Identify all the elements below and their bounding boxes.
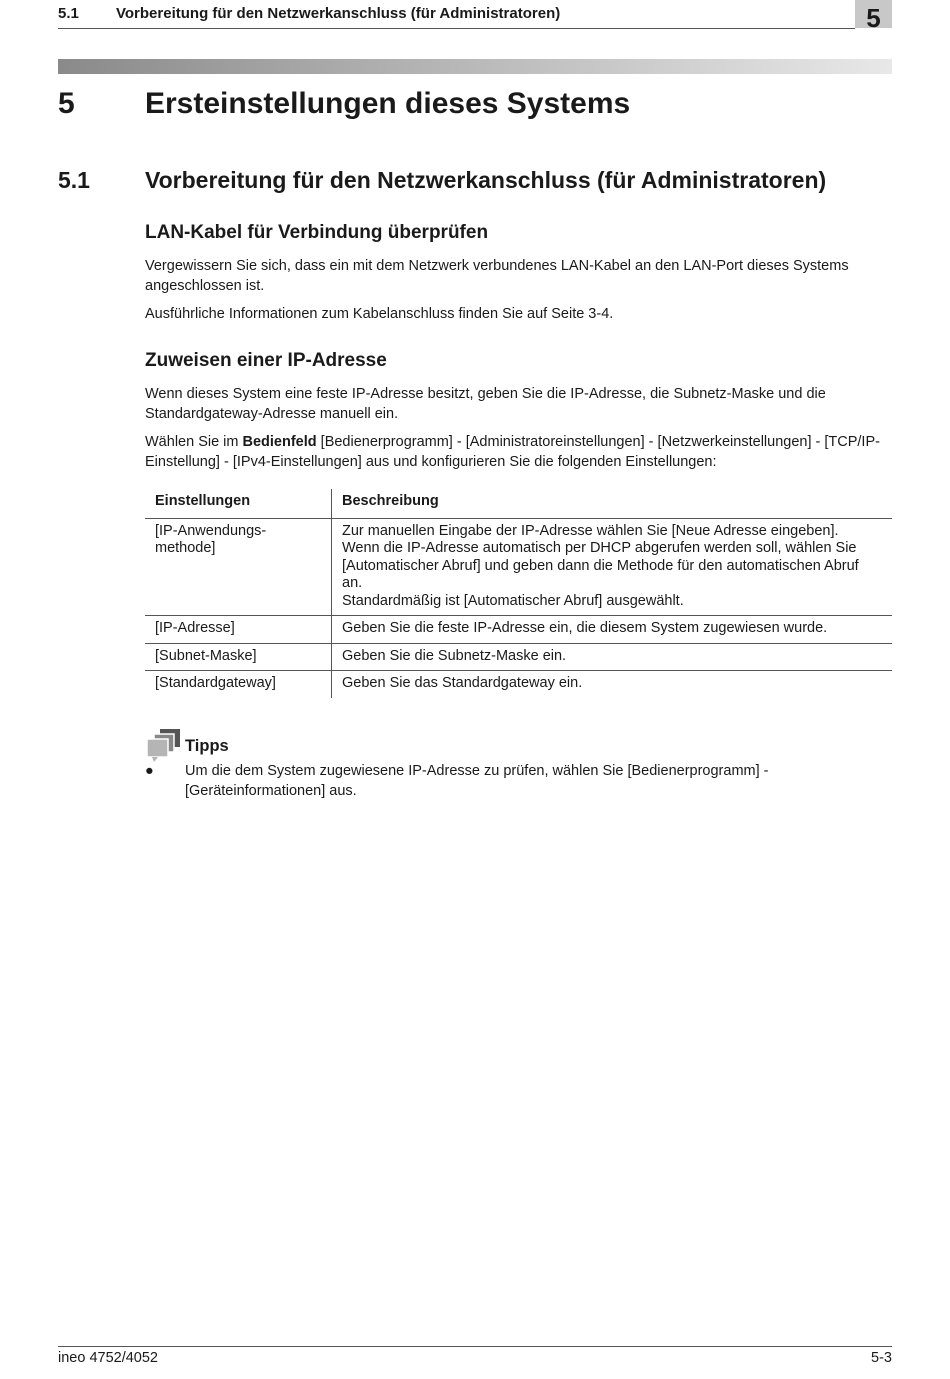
lan-paragraph-2: Ausführliche Informationen zum Kabelanschluss finden Sie auf Seite 3-4. (145, 306, 614, 322)
section-number: 5.1 (58, 167, 90, 193)
table-row (145, 643, 892, 671)
chapter-tab: 5 (855, 0, 892, 28)
header-divider (58, 28, 855, 29)
description-line: Standardmäßig ist [Automatischer Abruf] ausgewählt. (342, 592, 684, 609)
description-cell: Geben Sie die feste IP-Adresse ein, die diesem System zugewiesen wurde. (342, 620, 828, 636)
lan-paragraph-1: Vergewissern Sie sich, dass ein mit dem Netzwerk verbundenes LAN-Kabel an den LAN-Port dieses Systems angeschlossen ist. (145, 258, 849, 294)
ip-paragraph-2 (145, 433, 893, 472)
chapter-number: 5 (58, 87, 75, 120)
column-header-description: Beschreibung (342, 493, 439, 509)
setting-cell (145, 518, 332, 616)
table-row (145, 616, 892, 644)
chapter-gradient-bar (58, 59, 892, 74)
ip-paragraph-2-prefix: Wählen Sie im (145, 434, 243, 450)
tips-label: Tipps (185, 737, 229, 755)
running-header-section-number: 5.1 (58, 5, 79, 22)
table-row (145, 671, 892, 698)
settings-table (145, 489, 892, 698)
setting-cell: [IP-Adresse] (145, 616, 332, 644)
table-row (145, 518, 892, 616)
description-cell: Geben Sie das Standardgateway ein. (342, 675, 583, 691)
tip-item: Um die dem System zugewiesene IP-Adresse zu prüfen, wählen Sie [Bedienerprogramm] - [Geräteinformationen] aus. (185, 763, 769, 799)
description-cell (332, 518, 893, 616)
footer-divider (58, 1346, 892, 1347)
description-cell: Geben Sie die Subnetz-Maske ein. (342, 647, 567, 664)
section-title: Vorbereitung für den Netzwerkanschluss (für Administratoren) (145, 167, 827, 193)
running-header-section-title: Vorbereitung für den Netzwerkanschluss (für Administratoren) (116, 5, 561, 22)
lan-heading: LAN-Kabel für Verbindung überprüfen (145, 222, 489, 243)
tips-icon (146, 729, 182, 763)
table-header-row (145, 489, 892, 518)
ip-heading: Zuweisen einer IP-Adresse (145, 350, 387, 371)
bullet-icon: ● (145, 763, 154, 779)
description-line: Wenn die IP-Adresse automatisch per DHCP abgerufen werden soll, wählen Sie [Automatischer Abruf] und geben dann die Methode für den automatischen Abruf an. (342, 540, 859, 591)
setting-line: methode] (155, 540, 216, 556)
bedienfeld-term: Bedienfeld (242, 434, 317, 450)
description-line: Zur manuellen Eingabe der IP-Adresse wählen Sie [Neue Adresse eingeben]. (342, 522, 839, 539)
ip-paragraph-2-rest: [Bedienerprogramm] - [Administratoreinstellungen] - [Netzwerkeinstellungen] - [TCP/IP-Einstellung] - [IPv4-Einstellungen] aus und konfigurieren Sie die folgenden Einstellungen: (145, 434, 880, 470)
footer-product: ineo 4752/4052 (58, 1350, 158, 1366)
column-header-settings: Einstellungen (145, 489, 332, 518)
chapter-title: Ersteinstellungen dieses Systems (145, 87, 631, 120)
ip-paragraph-1: Wenn dieses System eine feste IP-Adresse besitzt, geben Sie die IP-Adresse, die Subnetz-Maske und die Standardgateway-Adresse manuell ein. (145, 386, 826, 422)
setting-cell: [Standardgateway] (145, 671, 332, 698)
footer-page-number: 5-3 (871, 1350, 892, 1366)
setting-cell: [Subnet-Maske] (145, 643, 332, 671)
setting-line: [IP-Anwendungs- (155, 522, 267, 539)
